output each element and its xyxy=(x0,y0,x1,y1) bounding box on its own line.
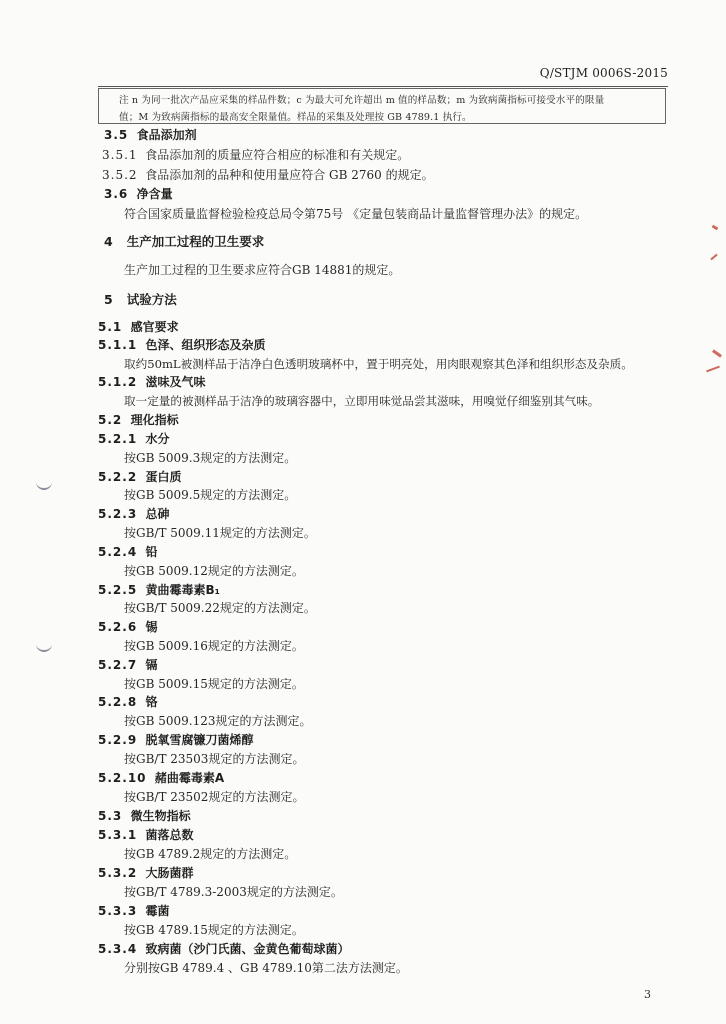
clause-5-2-9-heading: 5.2.9 脱氧雪腐镰刀菌烯醇 xyxy=(98,733,254,747)
taste-odor-method-text: 取一定量的被测样品于洁净的玻璃容器中，立即用味觉品尝其滋味，用嗅觉仔细鉴别其气味。 xyxy=(124,394,600,408)
margin-ink-mark xyxy=(712,349,722,357)
clause-5-3-4-heading: 5.3.4 致病菌（沙门氏菌、金黄色葡萄球菌） xyxy=(98,942,350,956)
net-content-text: 符合国家质量监督检验检疫总局令第75号 《定量包装商品计量监督管理办法》的规定。 xyxy=(124,207,588,221)
clause-5-2-2-heading: 5.2.2 蛋白质 xyxy=(98,470,182,484)
clause-5-2-6-method: 按GB 5009.16规定的方法测定。 xyxy=(124,639,304,653)
section-3-6-heading: 3.6 净含量 xyxy=(104,187,173,201)
clause-5-2-6-heading: 5.2.6 锡 xyxy=(98,620,158,634)
clause-5-2-1-method: 按GB 5009.3规定的方法测定。 xyxy=(124,451,297,465)
clause-5-3-1-method: 按GB 4789.2规定的方法测定。 xyxy=(124,847,297,861)
header-rule xyxy=(98,86,668,87)
clause-5-2-5-heading: 5.2.5 黄曲霉毒素B₁ xyxy=(98,583,220,597)
section-5-1-heading: 5.1 感官要求 xyxy=(98,320,179,334)
margin-ink-mark xyxy=(712,225,719,231)
clause-5-3-1-heading: 5.3.1 菌落总数 xyxy=(98,828,194,842)
section-5-2-heading: 5.2 理化指标 xyxy=(98,413,179,427)
clause-5-2-3-heading: 5.2.3 总砷 xyxy=(98,507,170,521)
clause-5-3-3-method: 按GB 4789.15规定的方法测定。 xyxy=(124,923,304,937)
clause-5-2-8-heading: 5.2.8 铬 xyxy=(98,695,158,709)
clause-5-1-2-heading: 5.1.2 滋味及气味 xyxy=(98,375,206,389)
clause-5-2-4-method: 按GB 5009.12规定的方法测定。 xyxy=(124,564,304,578)
clause-5-3-3-heading: 5.3.3 霉菌 xyxy=(98,904,170,918)
page-number: 3 xyxy=(644,988,651,1001)
clause-5-2-5-method: 按GB/T 5009.22规定的方法测定。 xyxy=(124,601,316,615)
color-texture-method-text: 取约50mL被测样品于洁净白色透明玻璃杯中，置于明亮处，用肉眼观察其色泽和组织形态及杂质。 xyxy=(124,357,633,371)
clause-5-2-9-method: 按GB/T 23503规定的方法测定。 xyxy=(124,752,305,766)
margin-ink-mark xyxy=(710,254,717,261)
clause-5-1-1-heading: 5.1.1 色泽、组织形态及杂质 xyxy=(98,338,266,352)
clause-5-2-8-method: 按GB 5009.123规定的方法测定。 xyxy=(124,714,312,728)
clause-5-2-10-method: 按GB/T 23502规定的方法测定。 xyxy=(124,790,305,804)
clause-5-2-1-heading: 5.2.1 水分 xyxy=(98,432,170,446)
clause-5-3-4-method: 分别按GB 4789.4 、GB 4789.10第二法方法测定。 xyxy=(124,961,408,975)
clause-5-3-2-method: 按GB/T 4789.3-2003规定的方法测定。 xyxy=(124,885,343,899)
margin-ink-mark xyxy=(706,366,720,373)
note-line-2: 值；M 为致病菌指标的最高安全限量值。样品的采集及处理按 GB 4789.1 执行。 xyxy=(119,112,472,123)
clause-3-5-1: 3.5.1 食品添加剂的质量应符合相应的标准和有关规定。 xyxy=(102,148,410,162)
clause-5-3-2-heading: 5.3.2 大肠菌群 xyxy=(98,866,194,880)
section-5-heading: 5 试验方法 xyxy=(104,292,177,307)
clause-5-2-4-heading: 5.2.4 铅 xyxy=(98,545,158,559)
hygiene-requirement-text: 生产加工过程的卫生要求应符合GB 14881的规定。 xyxy=(124,263,401,277)
punch-hole-mark xyxy=(36,638,52,652)
clause-5-2-7-heading: 5.2.7 镉 xyxy=(98,658,158,672)
standard-code: Q/STJM 0006S-2015 xyxy=(539,66,668,80)
clause-5-2-2-method: 按GB 5009.5规定的方法测定。 xyxy=(124,488,297,502)
section-5-3-heading: 5.3 微生物指标 xyxy=(98,809,191,823)
clause-5-2-10-heading: 5.2.10 赭曲霉毒素A xyxy=(98,771,225,785)
section-4-heading: 4 生产加工过程的卫生要求 xyxy=(104,234,265,249)
clause-5-2-3-method: 按GB/T 5009.11规定的方法测定。 xyxy=(124,526,316,540)
note-box xyxy=(98,88,666,124)
punch-hole-mark xyxy=(36,476,52,490)
note-line-1: 注 n 为同一批次产品应采集的样品件数；c 为最大可允许超出 m 值的样品数；m 为致病菌指标可接受水平的限量 xyxy=(119,95,605,106)
clause-5-2-7-method: 按GB 5009.15规定的方法测定。 xyxy=(124,677,304,691)
section-3-5-heading: 3.5 食品添加剂 xyxy=(104,128,197,142)
clause-3-5-2: 3.5.2 食品添加剂的品种和使用量应符合 GB 2760 的规定。 xyxy=(102,168,434,182)
